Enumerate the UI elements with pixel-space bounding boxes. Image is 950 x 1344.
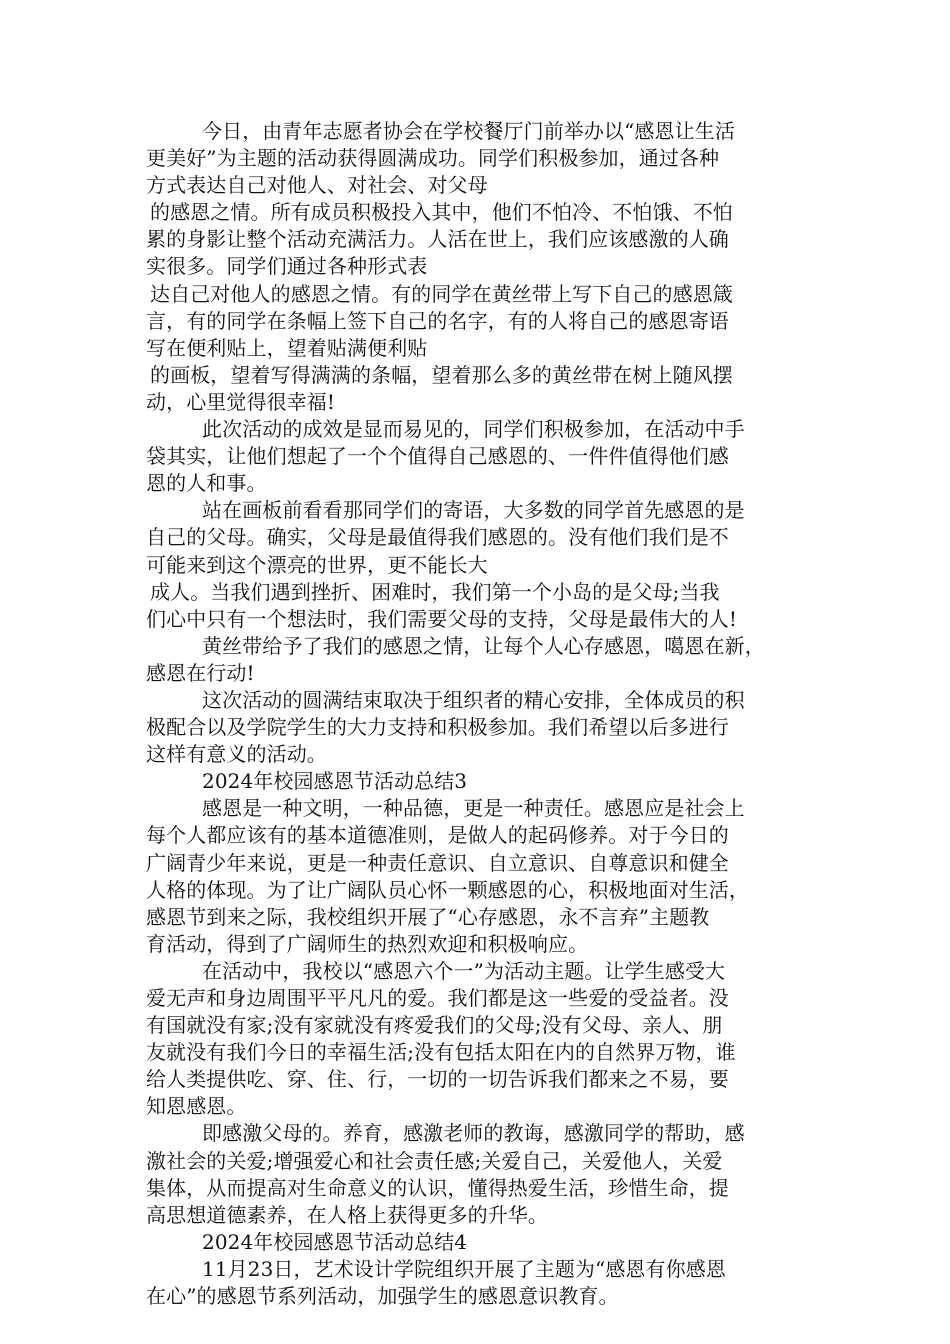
- paragraph-line: 更美好”为主题的活动获得圆满成功。同学们积极参加，通过各种: [146, 146, 720, 171]
- paragraph-line: 方式表达自己对他人、对社会、对父母: [146, 173, 488, 198]
- paragraph-line: 广阔青少年来说，更是一种责任意识、自立意识、自尊意识和健全: [146, 850, 729, 875]
- paragraph-line: 即感激父母的。养育，感激老师的教诲，感激同学的帮助，感: [202, 1121, 745, 1146]
- paragraph-line: 动，心里觉得很幸福!: [146, 389, 336, 414]
- paragraph-line: 站在画板前看看那同学们的寄语，大多数的同学首先感恩的是: [202, 498, 745, 523]
- paragraph-line: 友就没有我们今日的幸福生活;没有包括太阳在内的自然界万物，谁: [146, 1040, 736, 1065]
- paragraph-line: 人格的体现。为了让广阔队员心怀一颗感恩的心，积极地面对生活，: [146, 877, 749, 902]
- paragraph-line: 累的身影让整个活动充满活力。人活在世上，我们应该感激的人确: [146, 227, 729, 252]
- paragraph-line: 实很多。同学们通过各种形式表: [146, 254, 428, 279]
- paragraph-line: 的画板，望着写得满满的条幅，望着那么多的黄丝带在树上随风摆: [150, 362, 733, 387]
- paragraph-line: 爱无声和身边周围平平凡凡的爱。我们都是这一些爱的受益者。没: [146, 986, 729, 1010]
- paragraph-line: 每个人都应该有的基本道德准则，是做人的起码修养。对于今日的: [146, 823, 729, 848]
- paragraph-line: 感恩是一种文明，一种品德，更是一种责任。感恩应是社会上: [202, 796, 745, 821]
- paragraph-line: 们心中只有一个想法时，我们需要父母的支持，父母是最伟大的人!: [146, 606, 738, 631]
- paragraph-line: 黄丝带给予了我们的感恩之情，让每个人心存感恩，噶恩在新，: [202, 633, 765, 658]
- paragraph-line: 集体，从而提高对生命意义的认识，懂得热爱生活，珍惜生命，提: [146, 1175, 729, 1200]
- paragraph-line: 达自己对他人的感恩之情。有的同学在黄丝带上写下自己的感恩箴: [150, 281, 733, 306]
- paragraph-line: 育活动，得到了广阔师生的热烈欢迎和积极响应。: [146, 931, 589, 956]
- paragraph-line: 感恩节到来之际，我校组织开展了“心存感恩，永不言弃”主题教: [146, 904, 710, 929]
- paragraph-line: 袋其实，让他们想起了一个个值得自己感恩的、一件件值得他们感: [146, 444, 729, 469]
- paragraph-line: 感恩在行动!: [146, 660, 255, 685]
- paragraph-line: 11月23日，艺术设计学院组织开展了主题为“感恩有你感恩: [202, 1256, 726, 1281]
- paragraph-line: 极配合以及学院学生的大力支持和积极参加。我们希望以后多进行: [146, 715, 729, 740]
- paragraph-line: 给人类提供吃、穿、住、行，一切的一切告诉我们都来之不易，要: [146, 1067, 729, 1092]
- paragraph-line: 激社会的关爱;增强爱心和社会责任感;关爱自己，关爱他人，关爱: [146, 1148, 723, 1173]
- paragraph-line: 可能来到这个漂亮的世界，更不能长大: [146, 552, 488, 577]
- paragraph-line: 在活动中，我校以“感恩六个一”为活动主题。让学生感受大: [202, 958, 726, 983]
- paragraph-line: 言，有的同学在条幅上签下自己的名字，有的人将自己的感恩寄语: [146, 308, 729, 333]
- paragraph-line: 今日，由青年志愿者协会在学校餐厅门前举办以“感恩让生活: [202, 119, 735, 143]
- paragraph-line: 自己的父母。确实，父母是最值得我们感恩的。没有他们我们是不: [146, 525, 729, 550]
- section-heading: 2024年校园感恩节活动总结3: [202, 769, 468, 794]
- paragraph-line: 这次活动的圆满结束取决于组织者的精心安排，全体成员的积: [202, 687, 745, 712]
- paragraph-line: 的感恩之情。所有成员积极投入其中，他们不怕冷、不怕饿、不怕: [150, 200, 733, 225]
- paragraph-line: 这样有意义的活动。: [146, 742, 327, 767]
- paragraph-line: 恩的人和事。: [146, 471, 267, 496]
- paragraph-line: 此次活动的成效是显而易见的，同学们积极参加，在活动中手: [202, 417, 745, 442]
- paragraph-line: 在心”的感恩节系列活动，加强学生的感恩意识教育。: [146, 1284, 619, 1309]
- paragraph-line: 知恩感恩。: [146, 1094, 247, 1119]
- paragraph-line: 有国就没有家;没有家就没有疼爱我们的父母;没有父母、亲人、朋: [146, 1013, 723, 1038]
- document-body: [146, 118, 806, 1310]
- paragraph-line: 成人。当我们遇到挫折、困难时，我们第一个小岛的是父母;当我: [150, 579, 720, 604]
- paragraph-line: 写在便利贴上，望着贴满便利贴: [146, 335, 428, 360]
- paragraph-line: 高思想道德素养，在人格上获得更多的升华。: [146, 1202, 548, 1227]
- section-heading: 2024年校园感恩节活动总结4: [202, 1229, 468, 1254]
